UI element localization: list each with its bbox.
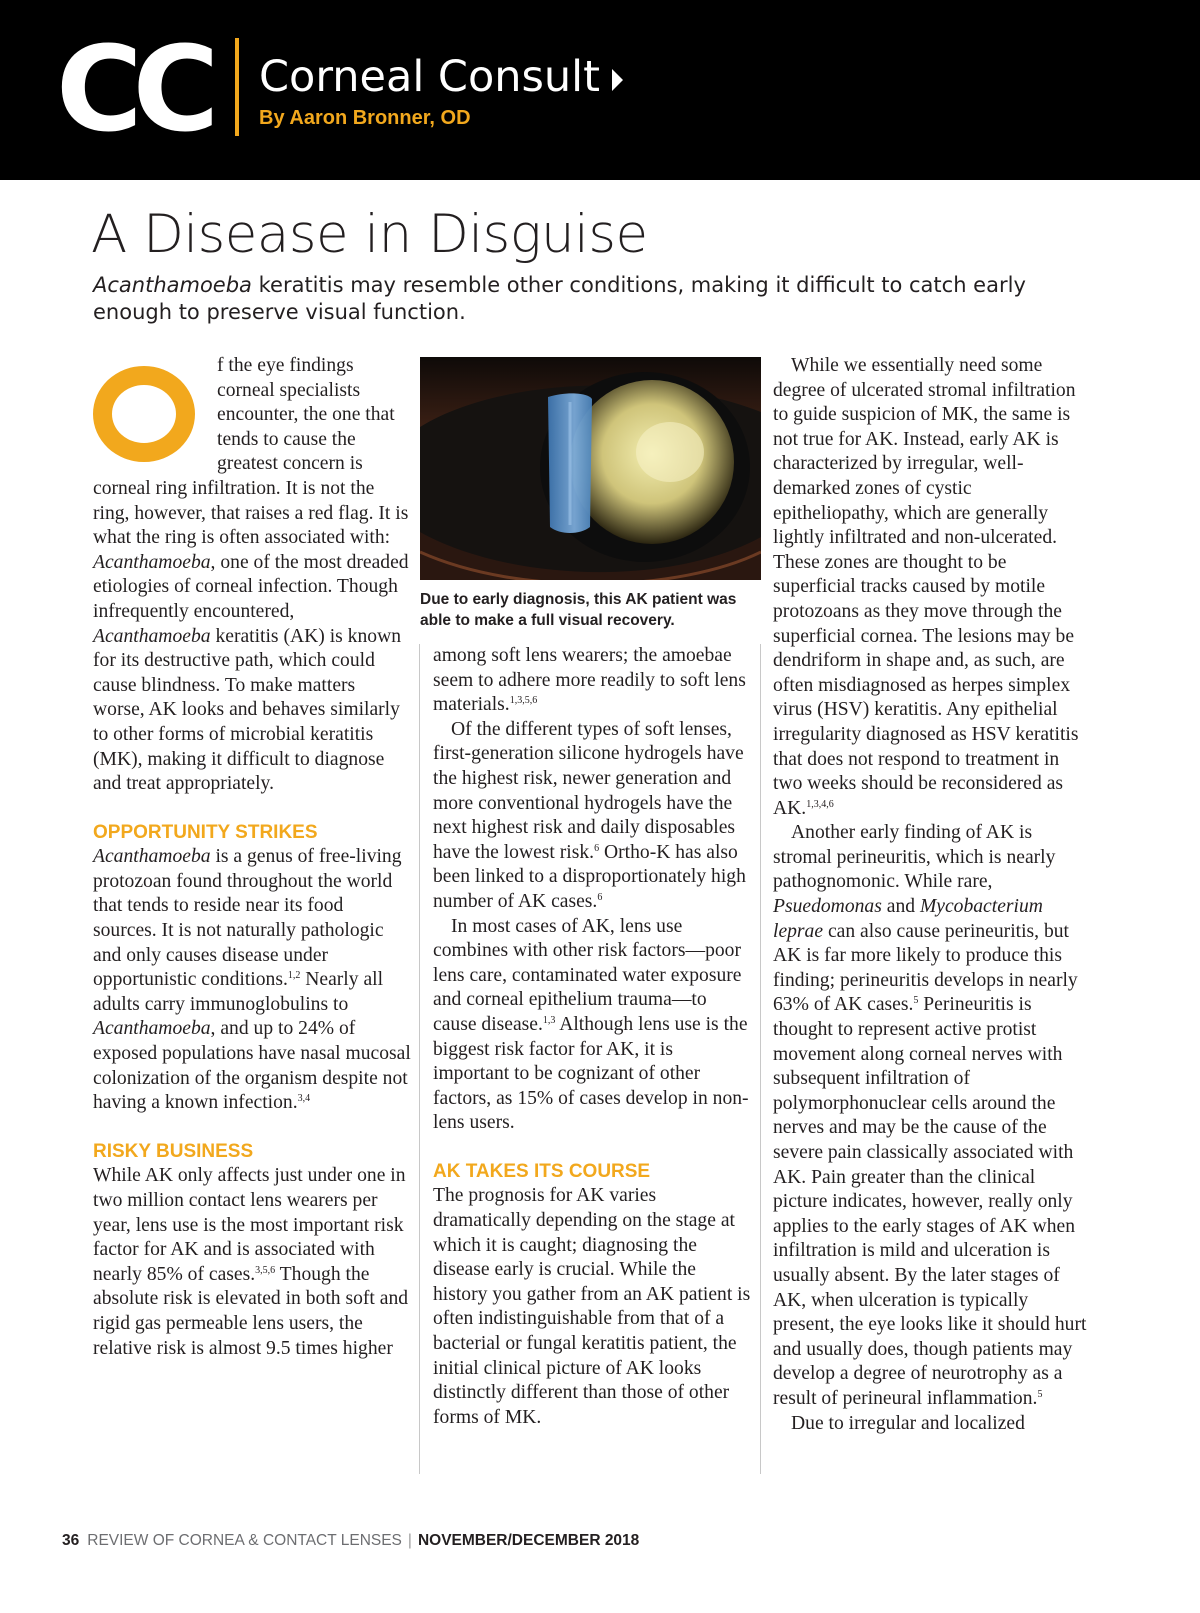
footer-separator: | [407,1532,412,1549]
page-footer [62,1531,639,1551]
column-1 [93,354,411,1361]
subhead-opportunity-strikes: OPPORTUNITY STRIKES [93,821,318,843]
article-deck [93,272,1093,326]
section-title [259,52,623,102]
column-3 [773,354,1091,1436]
col3-text: While we essentially need some degree of ulcerated stromal infiltration to guide suspicion of MK, the same is not true for AK. Instead, early AK is characterized by irregular, well-demarked zones of cystic epitheliopathy, which are generally lightly infiltrated and non-ulcerated. These zones are thought to be superficial tracks caused by motile protozoans as they move through the superficial cornea. The lesions may be dendriform in shape and, as such, are often misdiagnosed as herpes simplex virus (HSV) keratitis. Any epithelial irregularity diagnosed as HSV keratitis that does not respond to treatment in two weeks should be reconsidered as AK. [773,355,1079,819]
subhead-ak-takes-its-course: AK TAKES ITS COURSE [433,1160,651,1182]
article-headline: A Disease in Disguise [91,204,648,265]
col1-italic: Acanthamoeba [93,846,211,868]
subhead-risky-business: RISKY BUSINESS [93,1140,254,1162]
col2-paragraph-4: The prognosis for AK varies dramatically depending on the stage at which it is caught; diagnosing the disease early is crucial. While the history you gather from an AK patient is often indistinguishable from that of a bacterial or fungal keratitis patient, the initial clinical picture of AK looks distinctly different than those of other forms of MK. [433,1185,751,1428]
col2-text: Although lens use is the biggest risk factor for AK, it is important to be cognizant of other factors, as 15% of cases develop in non-lens users. [433,1013,749,1134]
col3-text: Another early finding of AK is stromal perineuritis, which is nearly pathognomonic. While rare, [773,822,1056,893]
col2-text: Ortho-K has also been linked to a disproportionately high number of AK cases. [433,841,746,912]
reference-sup: 5 [913,995,919,1007]
spacer [433,1136,751,1160]
col1-text: While AK only affects just under one in two million contact lens wearers per year, lens use is the most important risk factor for AK and is associated with nearly 85% of cases. [93,1165,406,1285]
reference-sup: 6 [594,842,600,854]
col1-paragraph-3 [93,1164,411,1361]
col1-text: Though the absolute risk is elevated in both soft and rigid gas permeable lens users, the relative risk is almost 9.5 times higher [93,1263,409,1359]
column-rule [419,644,420,1474]
reference-sup: 6 [597,891,603,903]
column-2 [433,644,751,1430]
col3-text: and [881,896,920,918]
col1-italic: Acanthamoeba [93,1018,211,1040]
dropcap-letter-o [93,366,195,462]
header-divider [235,38,239,136]
col3-italic: Psuedomonas [773,896,882,918]
col1-italic: Acanthamoeba [93,551,211,573]
col3-text: can also cause perineuritis, but AK is far more likely to produce this finding; perineuritis develops in nearly 63% of AK cases. [773,920,1078,1016]
col2-paragraph-1 [433,644,751,718]
reference-sup: 1,2 [287,970,301,982]
masthead-band [0,0,1200,180]
spacer [93,1116,411,1140]
slit-lamp-photo [420,357,761,580]
col1-text: , one of the most dreaded etiologies of corneal infection. Though infrequently encountered, [93,551,409,622]
col3-paragraph-1 [773,354,1091,821]
section-title-text: Corneal Consult [259,52,600,102]
col2-text: In most cases of AK, lens use combines with other risk factors—poor lens care, contaminated water exposure and corneal epithelium trauma—to cause disease. [433,915,742,1035]
eye-illustration [420,357,761,580]
spacer [93,797,411,821]
photo-caption: Due to early diagnosis, this AK patient was able to make a full visual recovery. [420,591,737,629]
arrow-right-icon [612,69,623,91]
cc-logo: CC [56,20,210,158]
col1-text: f the eye findings corneal specialists encounter, the one that tends to cause the greatest concern is corneal ring infiltration. It is not the ring, however, that raises a red flag. It is what the ring is often associated with: [93,355,409,549]
page-number: 36 [62,1532,80,1549]
col3-paragraph-3: Due to irregular and localized [791,1412,1025,1434]
reference-sup: 1,3,4,6 [806,798,834,810]
col1-text: Nearly all adults carry immunoglobulins to [93,969,384,1015]
col1-paragraph-2 [93,845,411,1116]
deck-italic: Acanthamoeba [93,273,252,297]
reference-sup: 3,4 [297,1093,311,1105]
col3-italic: Mycobacterium leprae [773,896,1043,942]
reference-sup: 5 [1037,1388,1043,1400]
byline: By Aaron Bronner, OD [259,107,471,129]
col1-paragraph-1 [93,354,411,797]
col1-text: , and up to 24% of exposed populations have nasal mucosal colonization of the organism despite not having a known infection. [93,1018,411,1114]
reference-sup: 1,3,5,6 [509,695,538,707]
deck-text: keratitis may resemble other conditions, making it difficult to catch early enough to preserve visual function. [93,273,1026,324]
reference-sup: 3,5,6 [255,1264,276,1276]
col2-paragraph-3 [433,915,751,1136]
col2-text: among soft lens wearers; the amoebae seem to adhere more readily to soft lens materials. [433,645,746,716]
col1-italic: Acanthamoeba [93,625,211,647]
reference-sup: 1,3 [542,1014,556,1026]
col3-paragraph-2 [773,821,1091,1411]
col1-text: is a genus of free-living protozoan found throughout the world that tends to reside near its food sources. It is not naturally pathologic and only causes disease under opportunistic conditions. [93,846,402,991]
column-rule [760,644,761,1474]
publication-name: REVIEW OF CORNEA & CONTACT LENSES [87,1532,402,1549]
issue-date: NOVEMBER/DECEMBER 2018 [417,1532,640,1549]
col1-text: keratitis (AK) is known for its destructive path, which could cause blindness. To make matters worse, AK looks and behaves similarly to other forms of microbial keratitis (MK), making it difficult to diagnose and treat appropriately. [93,625,402,795]
col2-text: Of the different types of soft lenses, first-generation silicone hydrogels have the highest risk, newer generation and more conventional hydrogels have the next highest risk and daily disposables have the lowest risk. [433,718,744,863]
col3-text: Perineuritis is thought to represent active protist movement along corneal nerves with subsequent infiltration of polymorphonuclear cells around the nerves and may be the cause of the severe pain classically associated with AK. Pain greater than the clinical picture indicates, however, really only applies to the early stages of AK when infiltration is mild and ulceration is usually absent. By the later stages of AK, when ulceration is typically present, the eye looks like it should hurt and usually does, though patients may develop a degree of neurotrophy as a result of perineural inflammation. [773,994,1087,1409]
col2-paragraph-2 [433,718,751,915]
